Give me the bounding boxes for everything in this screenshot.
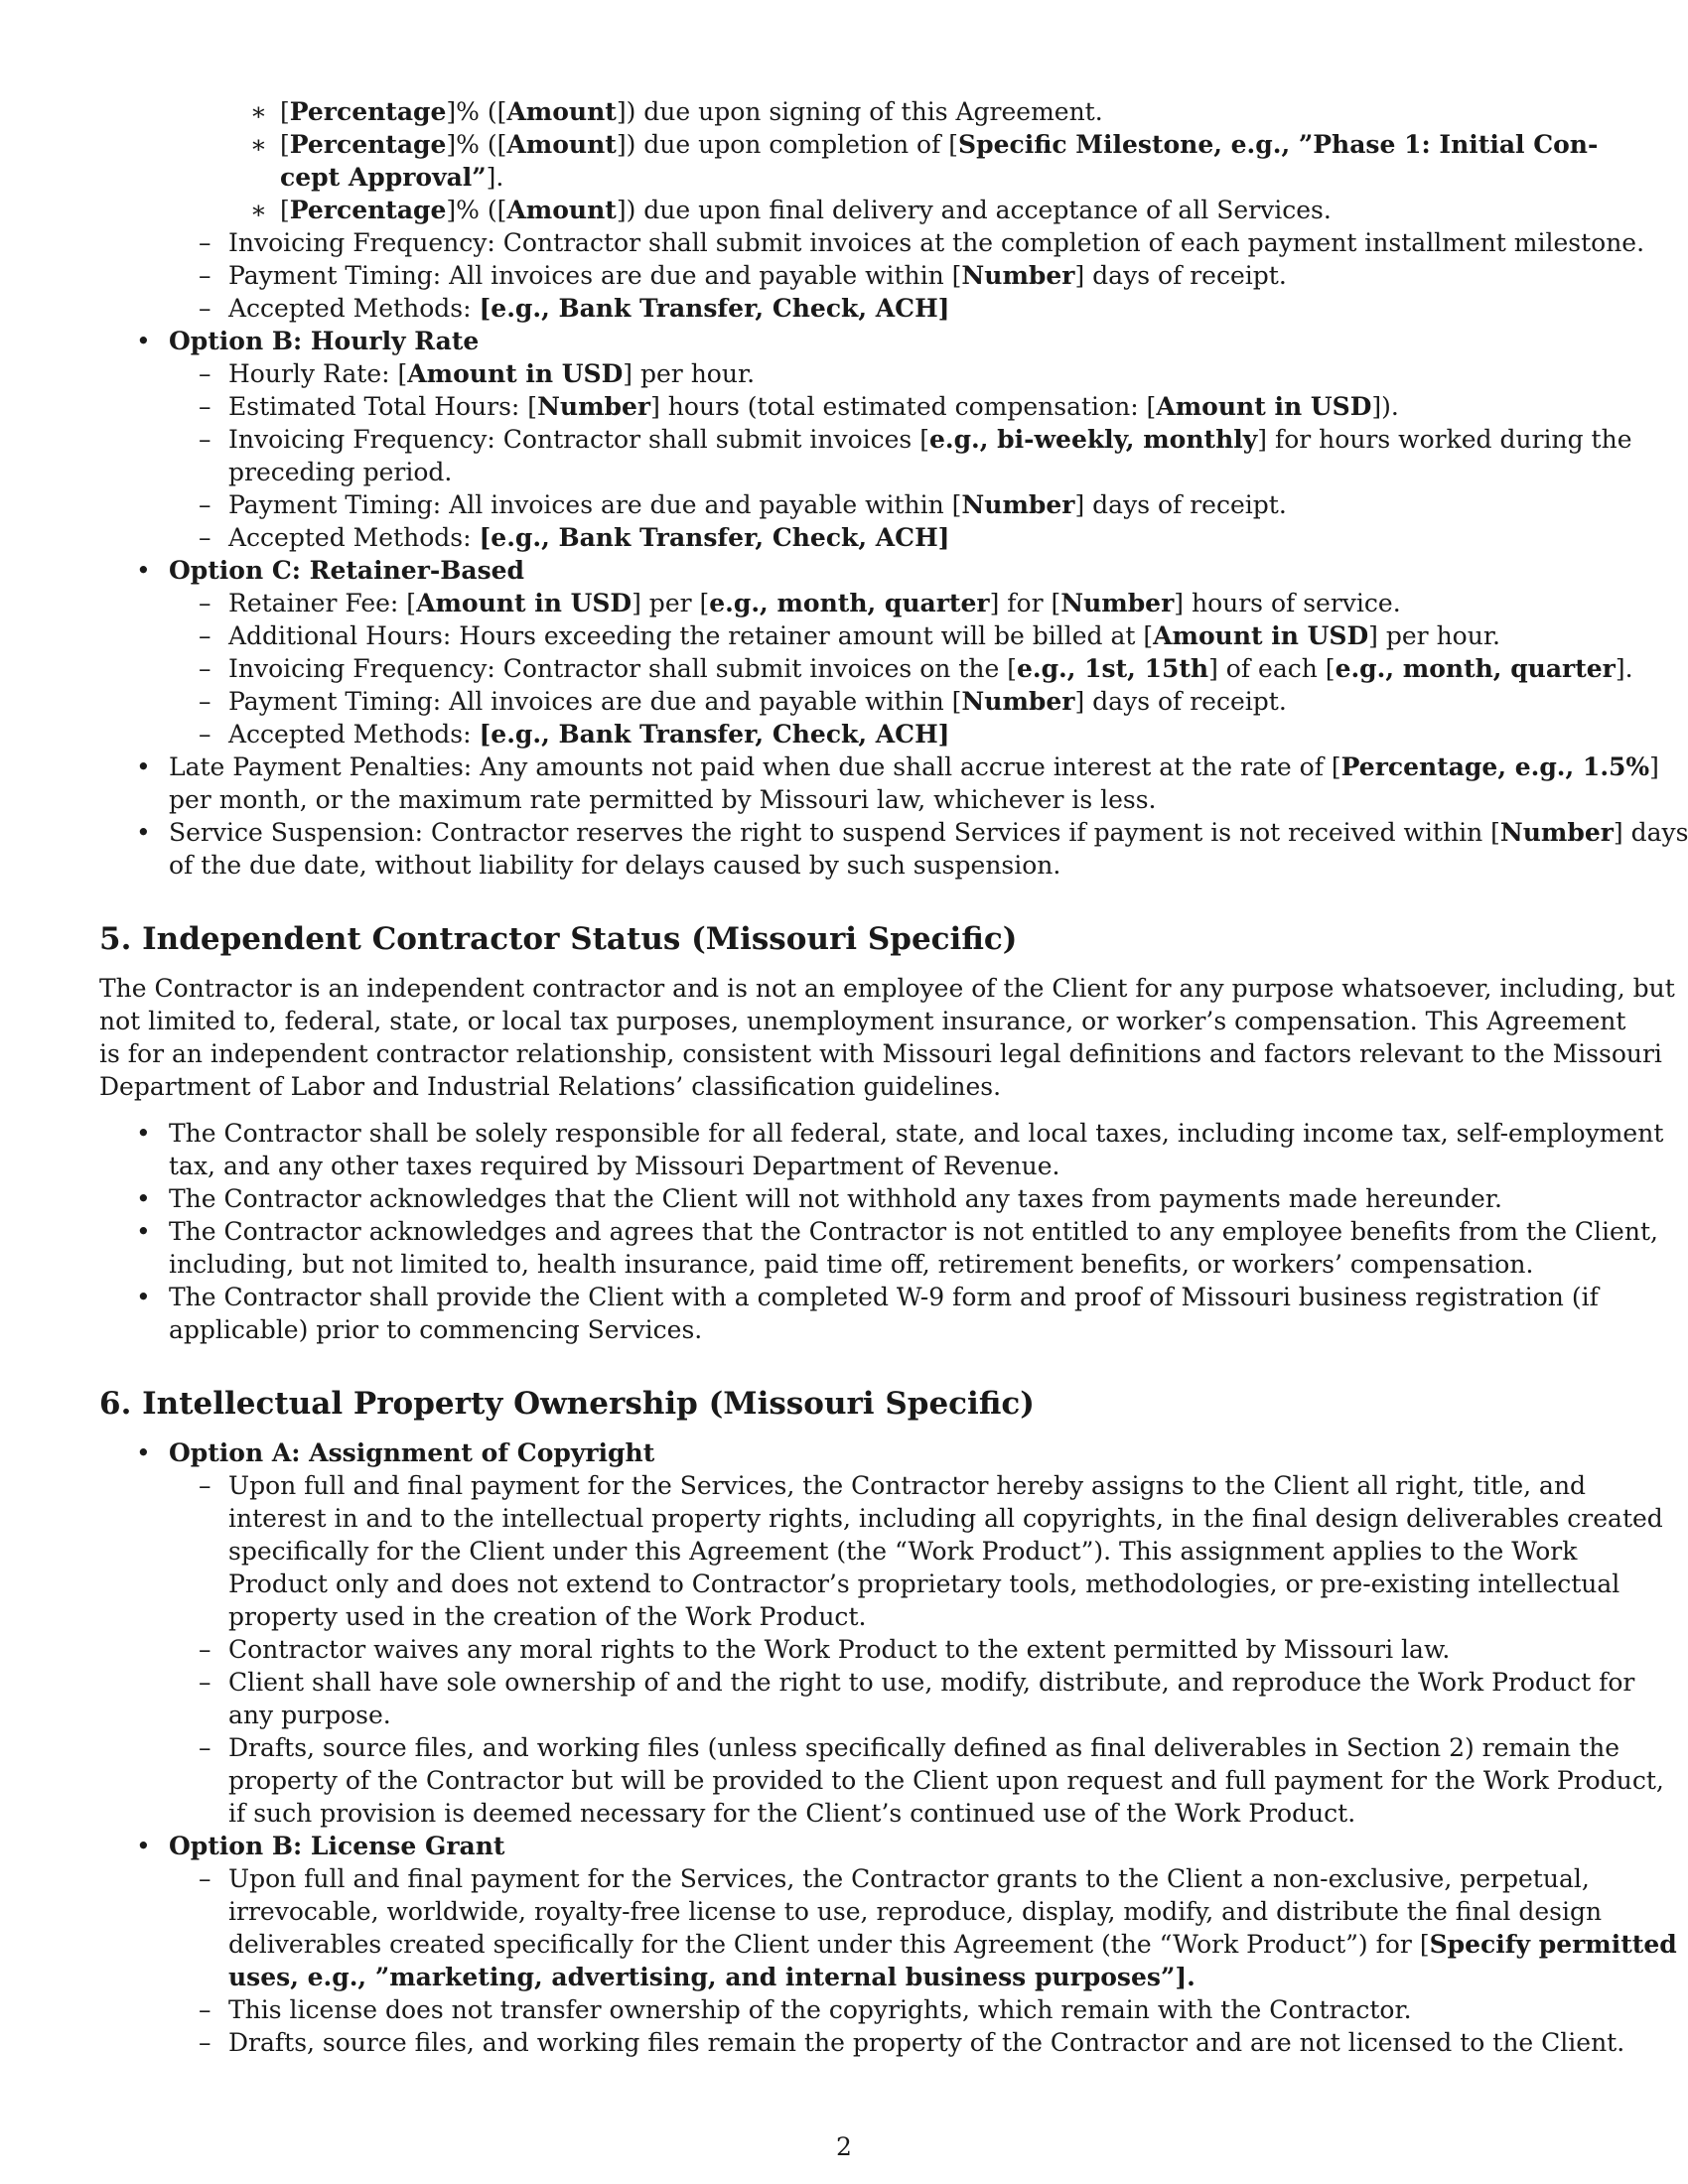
option-b-timing: – Payment Timing: All invoices are due and payable within [Number] days of receipt.	[199, 490, 1287, 519]
section-6-a1: – Upon full and final payment for the Services, the Contractor hereby assigns to the Client all right, title, and	[199, 1471, 1587, 1500]
star-marker: ∗	[250, 130, 267, 159]
section-6-a2: – Contractor waives any moral rights to the Work Product to the extent permitted by Missouri law.	[199, 1635, 1451, 1664]
section-6-b3: – Drafts, source files, and working files remain the property of the Contractor and are not licensed to the Client.	[199, 2028, 1625, 2057]
dash-marker: –	[199, 294, 211, 323]
dash-marker: –	[199, 1864, 211, 1893]
late-payment-penalties: • Late Payment Penalties: Any amounts not paid when due shall accrue interest at the rate of [Percentage, e.g., 1.5%]	[136, 752, 1659, 781]
section-5-bullet-benefits: • The Contractor acknowledges and agrees that the Contractor is not entitled to any employee benefits from the Client,	[136, 1217, 1658, 1246]
section-6-a1-cont: interest in and to the intellectual property rights, including all copyrights, in the final design deliverables created	[228, 1504, 1663, 1533]
bullet-marker: •	[136, 752, 151, 781]
bullet-marker: •	[136, 1184, 151, 1213]
section-5-heading: 5. Independent Contractor Status (Missouri Specific)	[99, 921, 1018, 957]
late-payment-penalties-cont: per month, or the maximum rate permitted by Missouri law, whichever is less.	[169, 785, 1157, 814]
dash-marker: –	[199, 1635, 211, 1664]
section-6-b1-cont: deliverables created specifically for the Client under this Agreement (the “Work Product”) for [Specify permitted	[228, 1930, 1677, 1959]
option-c-heading: • Option C: Retainer-Based	[136, 556, 525, 585]
section-6-a1-cont: specifically for the Client under this Agreement (the “Work Product”). This assignment applies to the Work	[228, 1537, 1578, 1566]
section-6-a4: – Drafts, source files, and working files (unless specifically defined as final deliverables in Section 2) remain the	[199, 1733, 1620, 1762]
dash-marker: –	[199, 1668, 211, 1697]
section-5-bullet-taxes-cont: tax, and any other taxes required by Missouri Department of Revenue.	[169, 1152, 1060, 1180]
option-c-timing: – Payment Timing: All invoices are due and payable within [Number] days of receipt.	[199, 687, 1287, 716]
service-suspension: • Service Suspension: Contractor reserves the right to suspend Services if payment is not received within [Number] days	[136, 818, 1688, 847]
option-b-rate: – Hourly Rate: [Amount in USD] per hour.	[199, 359, 756, 388]
dash-marker: –	[199, 392, 211, 421]
option-a-timing: – Payment Timing: All invoices are due and payable within [Number] days of receipt.	[199, 261, 1287, 290]
dash-marker: –	[199, 228, 211, 257]
bullet-marker: •	[136, 818, 151, 847]
section-6-a4-cont: property of the Contractor but will be provided to the Client upon request and full payment for the Work Product,	[228, 1766, 1664, 1795]
option-a-methods: – Accepted Methods: [e.g., Bank Transfer, Check, ACH]	[199, 294, 950, 323]
section-5-bullet-benefits-cont: including, but not limited to, health insurance, paid time off, retirement benefits, or workers’ compensation.	[169, 1250, 1534, 1279]
section-5-para-line: not limited to, federal, state, or local tax purposes, unemployment insurance, or worker’s compensation. This Agreement	[99, 1007, 1626, 1035]
option-a-invoicing: – Invoicing Frequency: Contractor shall submit invoices at the completion of each payment installment milestone.	[199, 228, 1645, 257]
section-5-para-line: is for an independent contractor relationship, consistent with Missouri legal definitions and factors relevant to the Missouri	[99, 1039, 1662, 1068]
section-6-heading: 6. Intellectual Property Ownership (Missouri Specific)	[99, 1386, 1035, 1422]
section-6-a3: – Client shall have sole ownership of and the right to use, modify, distribute, and reproduce the Work Product for	[199, 1668, 1635, 1697]
dash-marker: –	[199, 720, 211, 749]
bullet-marker: •	[136, 556, 151, 585]
option-b-invoicing: – Invoicing Frequency: Contractor shall submit invoices [e.g., bi-weekly, monthly] for hours worked during the	[199, 425, 1632, 454]
payment-item-milestone-cont: cept Approval”].	[280, 163, 504, 192]
dash-marker: –	[199, 261, 211, 290]
option-c-methods: – Accepted Methods: [e.g., Bank Transfer, Check, ACH]	[199, 720, 950, 749]
payment-item-signing: ∗ [Percentage]% ([Amount]) due upon signing of this Agreement.	[250, 97, 1103, 126]
document-page	[99, 95, 1688, 2059]
section-6-b1-cont: uses, e.g., ”marketing, advertising, and internal business purposes”].	[228, 1963, 1196, 1991]
dash-marker: –	[199, 1733, 211, 1762]
dash-marker: –	[199, 523, 211, 552]
dash-marker: –	[199, 654, 211, 683]
section-6-a4-cont: if such provision is deemed necessary for the Client’s continued use of the Work Product.	[228, 1799, 1356, 1828]
payment-item-milestone: ∗ [Percentage]% ([Amount]) due upon completion of [Specific Milestone, e.g., ”Phase 1: Initial Con-	[250, 130, 1599, 159]
section-6-b1-cont: irrevocable, worldwide, royalty-free license to use, reproduce, display, modify, and distribute the final design	[228, 1897, 1603, 1926]
dash-marker: –	[199, 687, 211, 716]
option-c-additional: – Additional Hours: Hours exceeding the retainer amount will be billed at [Amount in USD] per hour.	[199, 621, 1500, 650]
section-6-b1: – Upon full and final payment for the Services, the Contractor grants to the Client a non-exclusive, perpetual,	[199, 1864, 1590, 1893]
option-b-methods: – Accepted Methods: [e.g., Bank Transfer, Check, ACH]	[199, 523, 950, 552]
bullet-marker: •	[136, 1283, 151, 1311]
option-b-heading: • Option B: Hourly Rate	[136, 327, 480, 355]
dash-marker: –	[199, 621, 211, 650]
star-marker: ∗	[250, 196, 267, 224]
page-number: 2	[836, 2132, 852, 2161]
dash-marker: –	[199, 490, 211, 519]
dash-marker: –	[199, 589, 211, 617]
section-5-para-line: The Contractor is an independent contractor and is not an employee of the Client for any purpose whatsoever, including, but	[99, 974, 1675, 1003]
section-6-a1-cont: Product only and does not extend to Contractor’s proprietary tools, methodologies, or pre-existing intellectual	[228, 1570, 1620, 1598]
section-5-bullet-taxes: • The Contractor shall be solely responsible for all federal, state, and local taxes, including income tax, self-employment	[136, 1119, 1664, 1148]
dash-marker: –	[199, 1471, 211, 1500]
section-6-b2: – This license does not transfer ownership of the copyrights, which remain with the Contractor.	[199, 1995, 1412, 2024]
star-marker: ∗	[250, 97, 267, 126]
dash-marker: –	[199, 425, 211, 454]
option-b-invoicing-cont: preceding period.	[228, 458, 453, 486]
section-6-option-b-heading: • Option B: License Grant	[136, 1832, 505, 1860]
dash-marker: –	[199, 2028, 211, 2057]
section-6-a3-cont: any purpose.	[228, 1701, 391, 1729]
option-c-invoicing: – Invoicing Frequency: Contractor shall submit invoices on the [e.g., 1st, 15th] of each [e.g., month, quarter].	[199, 654, 1633, 683]
service-suspension-cont: of the due date, without liability for delays caused by such suspension.	[169, 851, 1061, 880]
bullet-marker: •	[136, 1217, 151, 1246]
section-5-bullet-withhold: • The Contractor acknowledges that the Client will not withhold any taxes from payments made hereunder.	[136, 1184, 1502, 1213]
section-5-para-line: Department of Labor and Industrial Relations’ classification guidelines.	[99, 1072, 1002, 1101]
section-6-option-a-heading: • Option A: Assignment of Copyright	[136, 1438, 655, 1467]
bullet-marker: •	[136, 1119, 151, 1148]
section-5-bullet-w9-cont: applicable) prior to commencing Services.	[169, 1315, 703, 1344]
bullet-marker: •	[136, 1438, 151, 1467]
dash-marker: –	[199, 359, 211, 388]
bullet-marker: •	[136, 327, 151, 355]
option-c-fee: – Retainer Fee: [Amount in USD] per [e.g., month, quarter] for [Number] hours of service.	[199, 589, 1401, 617]
section-5-bullet-w9: • The Contractor shall provide the Client with a completed W-9 form and proof of Missouri business registration (if	[136, 1283, 1599, 1311]
bullet-marker: •	[136, 1832, 151, 1860]
section-6-a1-cont: property used in the creation of the Work Product.	[228, 1602, 867, 1631]
payment-item-final: ∗ [Percentage]% ([Amount]) due upon final delivery and acceptance of all Services.	[250, 196, 1332, 224]
option-b-hours: – Estimated Total Hours: [Number] hours (total estimated compensation: [Amount in USD]).	[199, 392, 1399, 421]
dash-marker: –	[199, 1995, 211, 2024]
